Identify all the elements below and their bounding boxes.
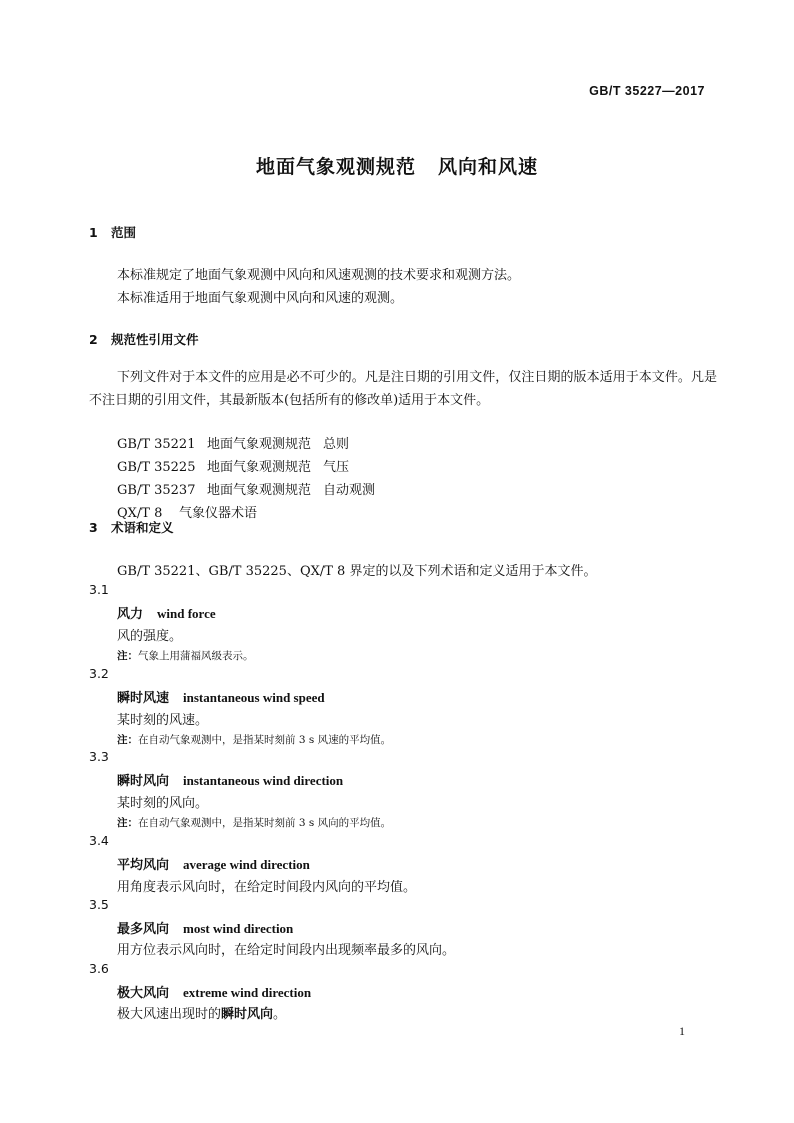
title-part2: 风向和风速	[438, 156, 539, 178]
reference-title: 地面气象观测规范	[207, 483, 312, 498]
term-english: instantaneous wind speed	[183, 690, 325, 705]
reference-subtitle: 总则	[323, 437, 350, 452]
section-title: 术语和定义	[111, 520, 174, 535]
clause-number: 3.4	[89, 833, 109, 848]
term-definition: 风的强度。	[117, 629, 183, 644]
term-english: average wind direction	[183, 857, 310, 872]
term-english: most wind direction	[183, 921, 294, 936]
term-heading	[117, 982, 311, 1001]
section-3-heading	[89, 518, 174, 536]
title-part1: 地面气象观测规范	[255, 156, 416, 178]
clause-number: 3.6	[89, 961, 109, 976]
section-title: 范围	[111, 225, 137, 240]
reference-subtitle: 气压	[323, 460, 350, 475]
reference-item	[117, 479, 375, 498]
term-chinese: 最多风向	[117, 922, 170, 937]
reference-item	[117, 456, 349, 475]
term-definition: 用方位表示风向时，在给定时间段内出现频率最多的风向。	[117, 943, 456, 958]
term-definition: 某时刻的风向。	[117, 796, 209, 811]
section-1-heading	[89, 223, 136, 241]
section-title: 规范性引用文件	[111, 332, 199, 347]
clause-number: 3.1	[89, 582, 109, 597]
term-definition: 用角度表示风向时，在给定时间段内风向的平均值。	[117, 880, 417, 895]
term-chinese: 瞬时风向	[117, 774, 170, 789]
section-number: 1	[89, 225, 98, 240]
paragraph: GB/T 35221、GB/T 35225、QX/T 8 界定的以及下列术语和定义适用于本文件。	[117, 564, 597, 579]
reference-code: GB/T 35237	[117, 483, 196, 498]
term-definition: 某时刻的风速。	[117, 713, 209, 728]
term-chinese: 风力	[117, 607, 144, 622]
term-english: instantaneous wind direction	[183, 773, 344, 788]
note-label: 注：	[117, 817, 138, 829]
term-chinese: 瞬时风速	[117, 691, 170, 706]
paragraph: 本标准规定了地面气象观测中风向和风速观测的技术要求和观测方法。	[117, 268, 521, 283]
clause-number: 3.2	[89, 666, 109, 681]
note-label: 注：	[117, 734, 138, 746]
term-heading	[117, 687, 325, 706]
note-text: 在自动气象观测中，是指某时刻前 3 s 风速的平均值。	[138, 734, 392, 746]
paragraph: 本标准适用于地面气象观测中风向和风速的观测。	[117, 291, 404, 306]
term-note	[117, 648, 254, 663]
section-number: 2	[89, 332, 98, 347]
clause-number: 3.3	[89, 749, 109, 764]
reference-code: QX/T 8	[117, 506, 163, 521]
reference-title: 地面气象观测规范	[207, 437, 312, 452]
definition-text: 。	[273, 1007, 287, 1022]
definition-text: 极大风速出现时的	[117, 1007, 222, 1022]
term-heading	[117, 854, 310, 873]
term-chinese: 平均风向	[117, 858, 170, 873]
page-number: 1	[679, 1024, 685, 1038]
term-english: wind force	[157, 606, 216, 621]
term-note	[117, 732, 391, 747]
note-label: 注：	[117, 650, 138, 662]
page-title	[0, 152, 794, 179]
term-note	[117, 815, 391, 830]
reference-code: GB/T 35221	[117, 437, 196, 452]
clause-number: 3.5	[89, 897, 109, 912]
term-english: extreme wind direction	[183, 985, 312, 1000]
reference-subtitle: 自动观测	[323, 483, 376, 498]
term-heading	[117, 603, 216, 622]
reference-code: GB/T 35225	[117, 460, 196, 475]
term-heading	[117, 918, 293, 937]
section-2-heading	[89, 330, 199, 348]
reference-item	[117, 433, 349, 452]
definition-term-reference: 瞬时风向	[221, 1007, 274, 1022]
reference-title: 气象仪器术语	[179, 506, 258, 521]
note-text: 气象上用蒲福风级表示。	[138, 650, 254, 662]
note-text: 在自动气象观测中，是指某时刻前 3 s 风向的平均值。	[138, 817, 392, 829]
term-heading	[117, 770, 343, 789]
term-definition	[117, 1003, 286, 1022]
reference-title: 地面气象观测规范	[207, 460, 312, 475]
standard-number: GB/T 35227—2017	[589, 84, 705, 98]
term-chinese: 极大风向	[117, 986, 170, 1001]
paragraph: 下列文件对于本文件的应用是必不可少的。凡是注日期的引用文件，仅注日期的版本适用于本文件。凡是不注日期的引用文件，其最新版本(包括所有的修改单)适用于本文件。	[89, 370, 717, 408]
section-number: 3	[89, 520, 98, 535]
